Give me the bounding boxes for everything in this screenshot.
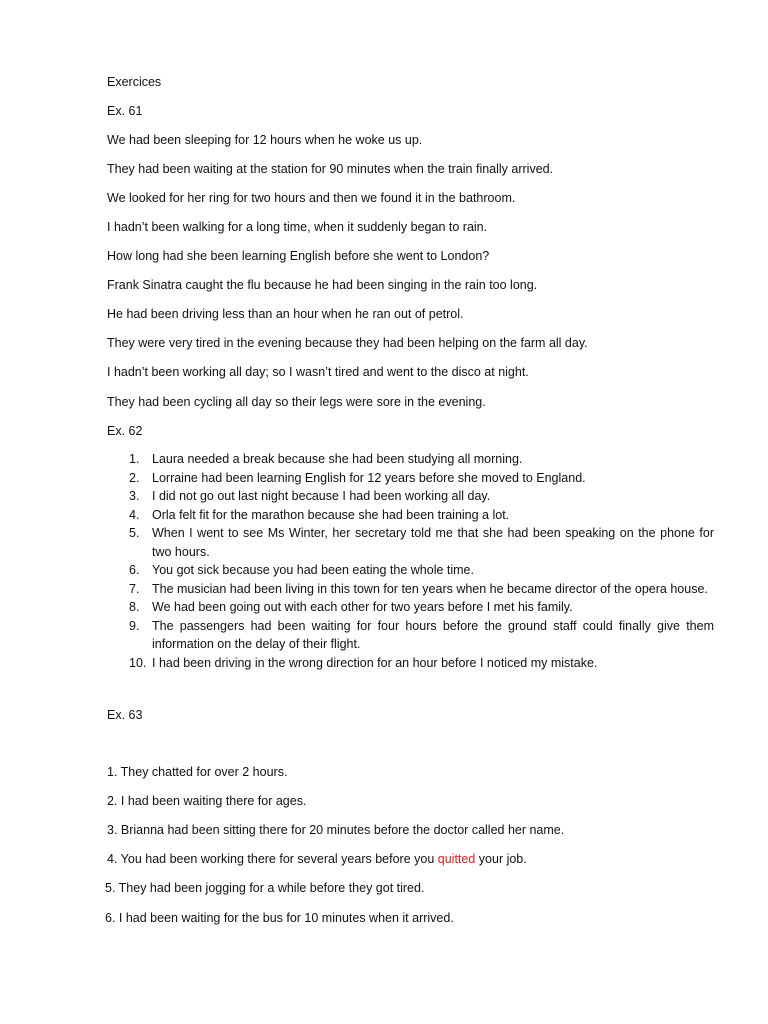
ex62-list (107, 450, 714, 672)
list-number: 9. (129, 618, 140, 633)
document-heading: Exercices (107, 75, 162, 89)
list-text: The musician had been living in this town for ten years when he became director of the opera house. (152, 581, 708, 596)
list-number: 10. (129, 655, 147, 670)
list-number: 7. (129, 581, 140, 596)
ex63-sentence: 5. They had been jogging for a while before they got tired. (105, 881, 425, 895)
list-text: Orla felt fit for the marathon because she had been training a lot. (152, 507, 510, 522)
sentence-text: 4. You had been working there for several years before you (107, 852, 438, 866)
highlighted-word: quitted (437, 852, 476, 866)
ex61-sentence: I hadn’t been walking for a long time, when it suddenly began to rain. (107, 220, 488, 234)
list-item (107, 598, 714, 617)
list-item (107, 487, 714, 506)
list-text: You got sick because you had been eating the whole time. (152, 563, 474, 577)
list-item (107, 524, 714, 561)
sentence-text: your job. (475, 852, 527, 866)
ex63-sentence: 2. I had been waiting there for ages. (107, 794, 307, 808)
ex62-title: Ex. 62 (107, 424, 143, 438)
list-text: When I went to see Ms Winter, her secretary told me that she had been speaking on the phone for two hours. (152, 526, 714, 559)
list-item (107, 617, 714, 654)
ex61-sentence: How long had she been learning English before she went to London? (107, 249, 490, 263)
ex61-sentence: They had been cycling all day so their legs were sore in the evening. (107, 395, 486, 409)
ex63-title: Ex. 63 (107, 708, 143, 722)
list-item (107, 469, 714, 488)
list-item (107, 506, 714, 525)
ex61-sentence: They had been waiting at the station for 90 minutes when the train finally arrived. (107, 162, 554, 176)
list-number: 6. (129, 563, 140, 577)
list-item (107, 654, 714, 673)
ex61-sentence: He had been driving less than an hour when he ran out of petrol. (107, 307, 464, 321)
ex61-sentence: They were very tired in the evening because they had been helping on the farm all day. (107, 336, 588, 350)
ex63-sentence: 1. They chatted for over 2 hours. (107, 765, 288, 779)
list-text: Laura needed a break because she had been studying all morning. (152, 452, 523, 466)
ex61-sentence: We had been sleeping for 12 hours when he woke us up. (107, 133, 423, 147)
ex63-sentence (107, 851, 527, 867)
list-number: 8. (129, 600, 140, 614)
list-number: 4. (129, 507, 140, 522)
ex63-sentence: 6. I had been waiting for the bus for 10 minutes when it arrived. (105, 911, 454, 925)
list-item (107, 580, 714, 599)
list-text: I did not go out last night because I had been working all day. (152, 489, 491, 503)
list-number: 5. (129, 526, 140, 540)
list-number: 1. (129, 452, 140, 466)
list-text: I had been driving in the wrong direction for an hour before I noticed my mistake. (152, 655, 598, 670)
list-number: 2. (129, 470, 140, 485)
list-text: Lorraine had been learning English for 12 years before she moved to England. (152, 470, 586, 485)
ex61-sentence: We looked for her ring for two hours and then we found it in the bathroom. (107, 191, 516, 205)
list-text: The passengers had been waiting for four hours before the ground staff could finally give them information on the delay of their flight. (152, 618, 714, 651)
ex61-sentence: Frank Sinatra caught the flu because he had been singing in the rain too long. (107, 278, 538, 292)
ex63-sentence: 3. Brianna had been sitting there for 20 minutes before the doctor called her name. (107, 823, 565, 837)
list-item (107, 450, 714, 469)
list-number: 3. (129, 489, 140, 503)
ex61-title: Ex. 61 (107, 104, 143, 118)
ex61-sentence: I hadn’t been working all day; so I wasn’t tired and went to the disco at night. (107, 365, 529, 379)
list-text: We had been going out with each other for two years before I met his family. (152, 600, 573, 614)
list-item (107, 561, 714, 580)
